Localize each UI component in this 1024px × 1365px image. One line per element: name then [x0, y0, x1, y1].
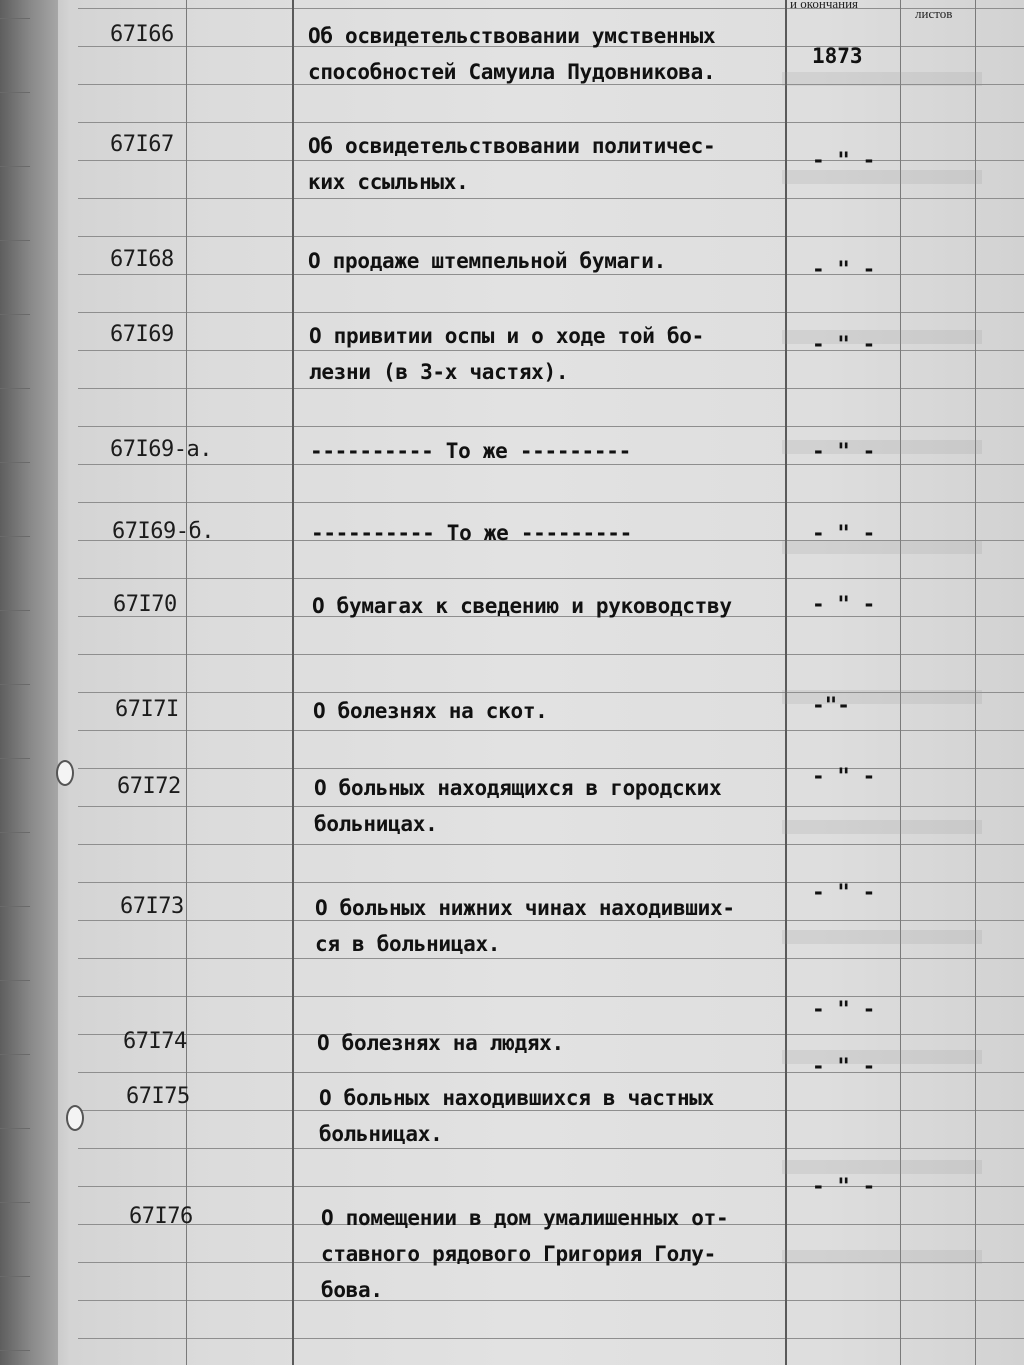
record-title-line: ---------- То же ---------	[311, 521, 632, 545]
binder-ring	[66, 1105, 84, 1131]
spine-tick	[0, 240, 30, 241]
record-title-line: О болезнях на людях.	[317, 1031, 564, 1055]
record-title-line: О болезнях на скот.	[313, 699, 548, 723]
rule-line	[78, 806, 1024, 807]
record-title-line: способностей Самуила Пудовникова.	[308, 60, 716, 84]
record-number: 67I69-б.	[112, 519, 214, 544]
spine-tick	[0, 1350, 30, 1351]
spine-tick	[0, 1054, 30, 1055]
record-title-line: лезни (в 3-х частях).	[309, 360, 569, 384]
spine-tick	[0, 906, 30, 907]
rule-line	[78, 312, 1024, 313]
bleed-through-mark	[782, 1160, 982, 1174]
rule-line	[78, 1300, 1024, 1301]
spine-tick	[0, 832, 30, 833]
record-title-line: О помещении в дом умалишенных от-	[321, 1206, 729, 1230]
rule-line	[78, 768, 1024, 769]
rule-line	[78, 1186, 1024, 1187]
record-number: 67I67	[110, 132, 174, 157]
rule-line	[78, 8, 1024, 9]
spine-tick	[0, 462, 30, 463]
spine-tick	[0, 166, 30, 167]
record-year: -"-	[812, 693, 850, 717]
bleed-through-mark	[782, 1250, 982, 1264]
spine-tick	[0, 1276, 30, 1277]
rule-line	[78, 502, 1024, 503]
rule-line	[78, 996, 1024, 997]
record-title-line: Об освидетельствовании умственных	[308, 24, 716, 48]
rule-line	[78, 1148, 1024, 1149]
rule-line	[78, 122, 1024, 123]
bleed-through-mark	[782, 170, 982, 184]
bleed-through-mark	[782, 820, 982, 834]
record-title-line: О бумагах к сведению и руководству	[312, 594, 732, 618]
rule-line	[78, 1338, 1024, 1339]
column-divider	[292, 0, 294, 1365]
record-year: - " -	[812, 1174, 876, 1198]
record-year: - " -	[812, 764, 876, 788]
spine-tick	[0, 314, 30, 315]
record-number: 67I75	[126, 1084, 190, 1109]
record-title-line: О больных нижних чинах находивших-	[315, 896, 735, 920]
record-title-line: ---------- То же ---------	[310, 439, 631, 463]
rule-line	[78, 844, 1024, 845]
record-title-line: О привитии оспы и о ходе той бо-	[309, 324, 704, 348]
record-title-line: больницах.	[314, 812, 438, 836]
record-title-line: Об освидетельствовании политичес-	[308, 134, 716, 158]
rule-line	[78, 1072, 1024, 1073]
col-end-date-header: и окончания	[790, 0, 859, 11]
rule-line	[78, 654, 1024, 655]
rule-line	[78, 236, 1024, 237]
record-number: 67I73	[120, 894, 184, 919]
record-year: - " -	[812, 1054, 876, 1078]
record-number: 67I70	[113, 592, 177, 617]
record-year: - " -	[812, 592, 876, 616]
spine-tick	[0, 758, 30, 759]
column-divider	[186, 0, 187, 1365]
spine-tick	[0, 684, 30, 685]
spine-tick	[0, 980, 30, 981]
record-title-line: О больных находящихся в городских	[314, 776, 722, 800]
record-year: - " -	[812, 257, 876, 281]
record-year: 1873	[812, 44, 863, 68]
record-year: - " -	[812, 880, 876, 904]
record-number: 67I69-а.	[110, 437, 212, 462]
spine-tick	[0, 610, 30, 611]
record-title-line: больницах.	[319, 1122, 443, 1146]
spine-tick	[0, 536, 30, 537]
record-number: 67I68	[110, 247, 174, 272]
record-year: - " -	[812, 439, 876, 463]
binding-spine	[0, 0, 58, 1365]
record-number: 67I72	[117, 774, 181, 799]
record-year: - " -	[812, 997, 876, 1021]
col-sheets-header: листов	[915, 6, 953, 21]
record-number: 67I66	[110, 22, 174, 47]
record-title-line: бова.	[321, 1278, 383, 1302]
record-number: 67I7I	[115, 697, 179, 722]
record-number: 67I76	[129, 1204, 193, 1229]
record-title-line: О продаже штемпельной бумаги.	[308, 249, 666, 273]
record-year: - " -	[812, 148, 876, 172]
rule-line	[78, 958, 1024, 959]
record-title-line: ких ссыльных.	[308, 170, 469, 194]
rule-line	[78, 882, 1024, 883]
record-number: 67I69	[110, 322, 174, 347]
rule-line	[78, 730, 1024, 731]
rule-line	[78, 198, 1024, 199]
record-number: 67I74	[123, 1029, 187, 1054]
rule-line	[78, 426, 1024, 427]
spine-tick	[0, 388, 30, 389]
record-year: - " -	[812, 332, 876, 356]
binder-ring	[56, 760, 74, 786]
rule-line	[78, 578, 1024, 579]
record-title-line: ся в больницах.	[315, 932, 501, 956]
record-year: - " -	[812, 521, 876, 545]
spine-tick	[0, 18, 30, 19]
record-title-line: ставного рядового Григория Голу-	[321, 1242, 716, 1266]
bleed-through-mark	[782, 930, 982, 944]
spine-tick	[0, 1128, 30, 1129]
bleed-through-mark	[782, 72, 982, 86]
spine-tick	[0, 1202, 30, 1203]
spine-tick	[0, 92, 30, 93]
record-title-line: О больных находившихся в частных	[319, 1086, 714, 1110]
